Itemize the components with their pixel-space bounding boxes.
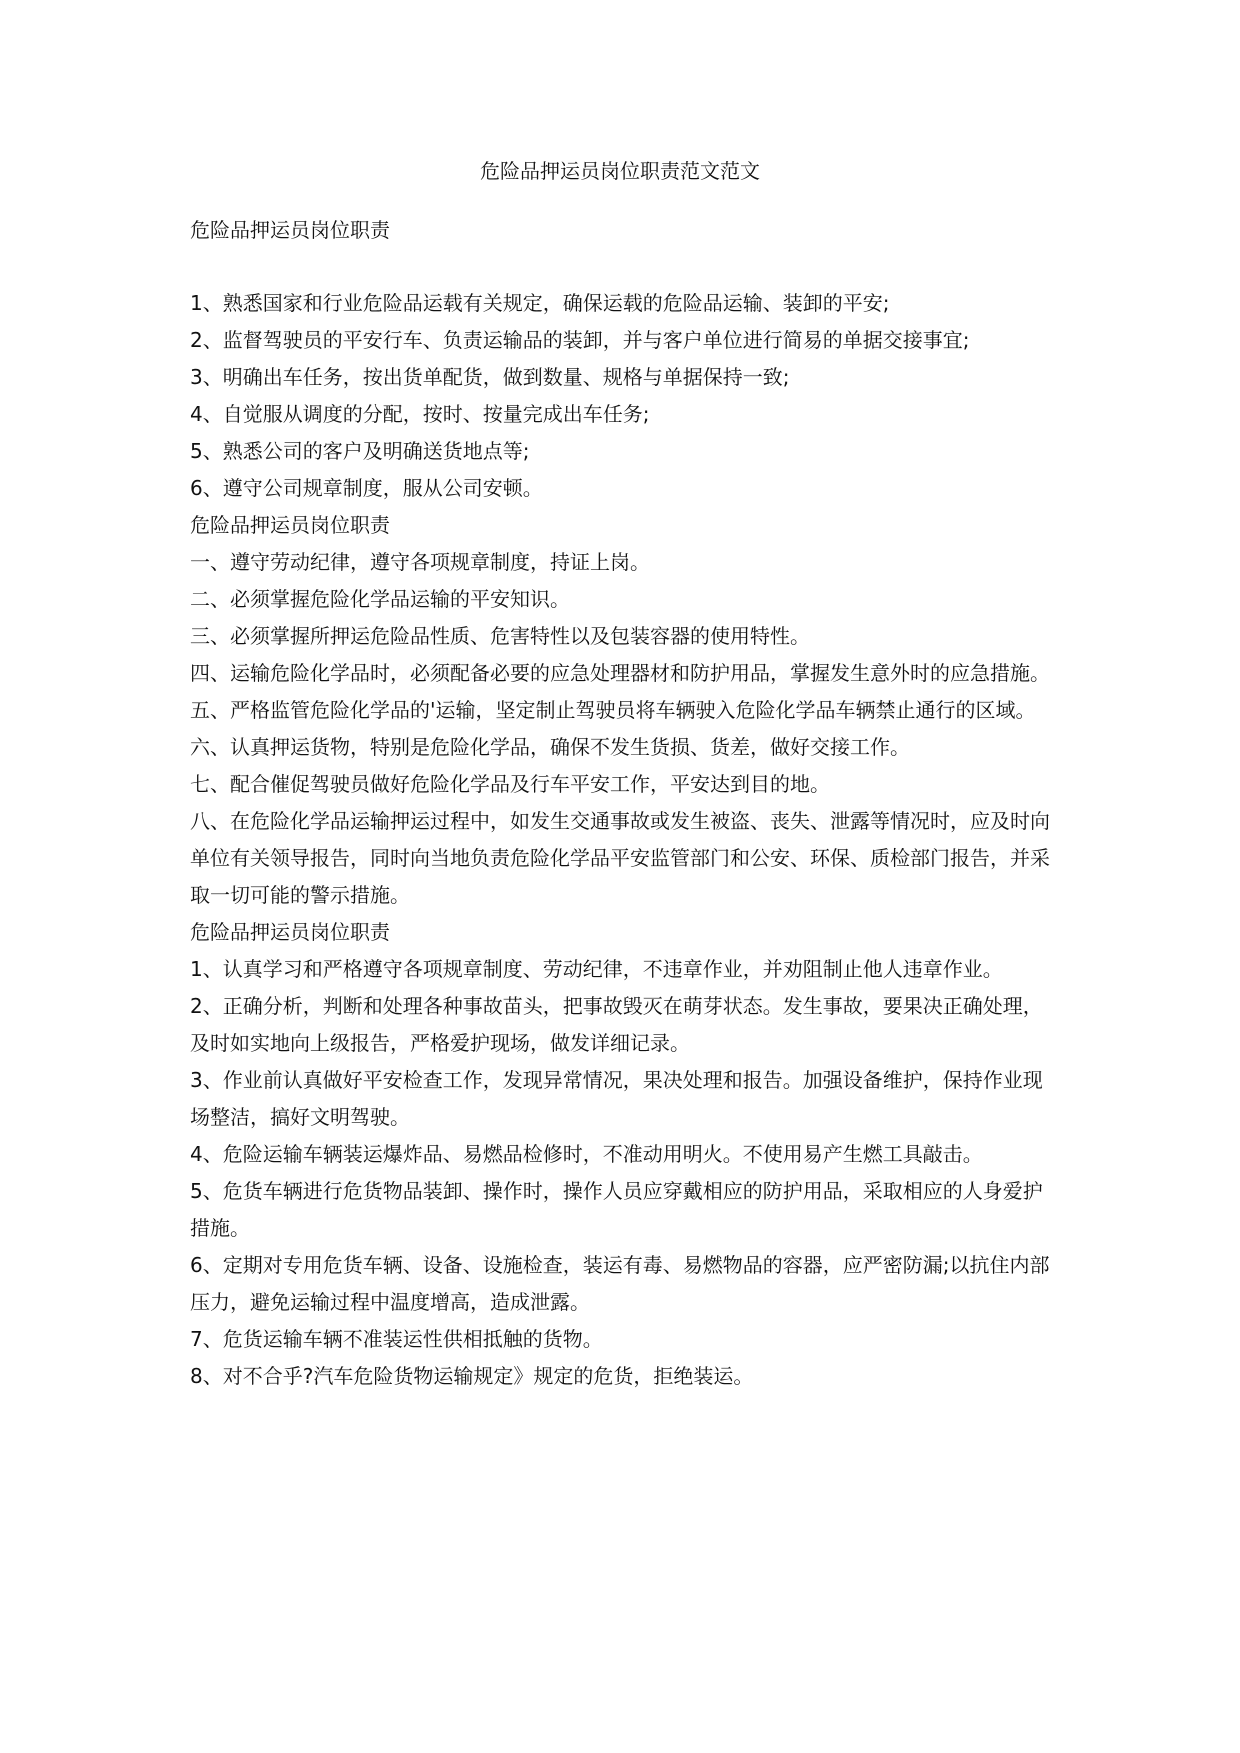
- list-item: 八、在危险化学品运输押运过程中，如发生交通事故或发生被盗、丧失、泄露等情况时，应及时向单位有关领导报告，同时向当地负责危险化学品平安监管部门和公安、环保、质检部门报告，并采取一切可能的警示措施。: [190, 809, 1050, 907]
- list-item: 5、熟悉公司的客户及明确送货地点等;: [190, 439, 530, 463]
- document-body: [190, 212, 1052, 1395]
- list-item: 四、运输危险化学品时，必须配备必要的应急处理器材和防护用品，掌握发生意外时的应急措施。: [190, 661, 1050, 685]
- section-heading: 危险品押运员岗位职责: [190, 513, 390, 537]
- list-item: 五、严格监管危险化学品的'运输，坚定制止驾驶员将车辆驶入危险化学品车辆禁止通行的区域。: [190, 698, 1036, 722]
- list-item: 7、危货运输车辆不准装运性供相抵触的货物。: [190, 1327, 603, 1351]
- list-item: 6、定期对专用危货车辆、设备、设施检查，装运有毒、易燃物品的容器，应严密防漏;以抗住内部压力，避免运输过程中温度增高，造成泄露。: [190, 1253, 1050, 1314]
- list-item: 2、正确分析，判断和处理各种事故苗头，把事故毁灭在萌芽状态。发生事故，要果决正确处理，及时如实地向上级报告，严格爱护现场，做发详细记录。: [190, 994, 1043, 1055]
- list-item: 8、对不合乎?汽车危险货物运输规定》规定的危货，拒绝装运。: [190, 1364, 754, 1388]
- list-item: 2、监督驾驶员的平安行车、负责运输品的装卸，并与客户单位进行简易的单据交接事宜;: [190, 328, 970, 352]
- section-heading: 危险品押运员岗位职责: [190, 218, 390, 242]
- list-item: 1、认真学习和严格遵守各项规章制度、劳动纪律，不违章作业，并劝阻制止他人违章作业。: [190, 957, 1003, 981]
- list-item: 一、遵守劳动纪律，遵守各项规章制度，持证上岗。: [190, 550, 650, 574]
- list-item: 4、自觉服从调度的分配，按时、按量完成出车任务;: [190, 402, 650, 426]
- list-item: 六、认真押运货物，特别是危险化学品，确保不发生货损、货差，做好交接工作。: [190, 735, 910, 759]
- list-item: 三、必须掌握所押运危险品性质、危害特性以及包装容器的使用特性。: [190, 624, 810, 648]
- list-item: 6、遵守公司规章制度，服从公司安顿。: [190, 476, 543, 500]
- list-item: 1、熟悉国家和行业危险品运载有关规定，确保运载的危险品运输、装卸的平安;: [190, 291, 890, 315]
- list-item: 5、危货车辆进行危货物品装卸、操作时，操作人员应穿戴相应的防护用品，采取相应的人身爱护措施。: [190, 1179, 1043, 1240]
- section-heading: 危险品押运员岗位职责: [190, 920, 390, 944]
- list-item: 二、必须掌握危险化学品运输的平安知识。: [190, 587, 570, 611]
- list-item: 4、危险运输车辆装运爆炸品、易燃品检修时，不准动用明火。不使用易产生燃工具敲击。: [190, 1142, 983, 1166]
- document-title: 危险品押运员岗位职责范文范文: [480, 159, 760, 183]
- list-item: 七、配合催促驾驶员做好危险化学品及行车平安工作，平安达到目的地。: [190, 772, 830, 796]
- list-item: 3、作业前认真做好平安检查工作，发现异常情况，果决处理和报告。加强设备维护，保持作业现场整洁，搞好文明驾驶。: [190, 1068, 1043, 1129]
- list-item: 3、明确出车任务，按出货单配货，做到数量、规格与单据保持一致;: [190, 365, 790, 389]
